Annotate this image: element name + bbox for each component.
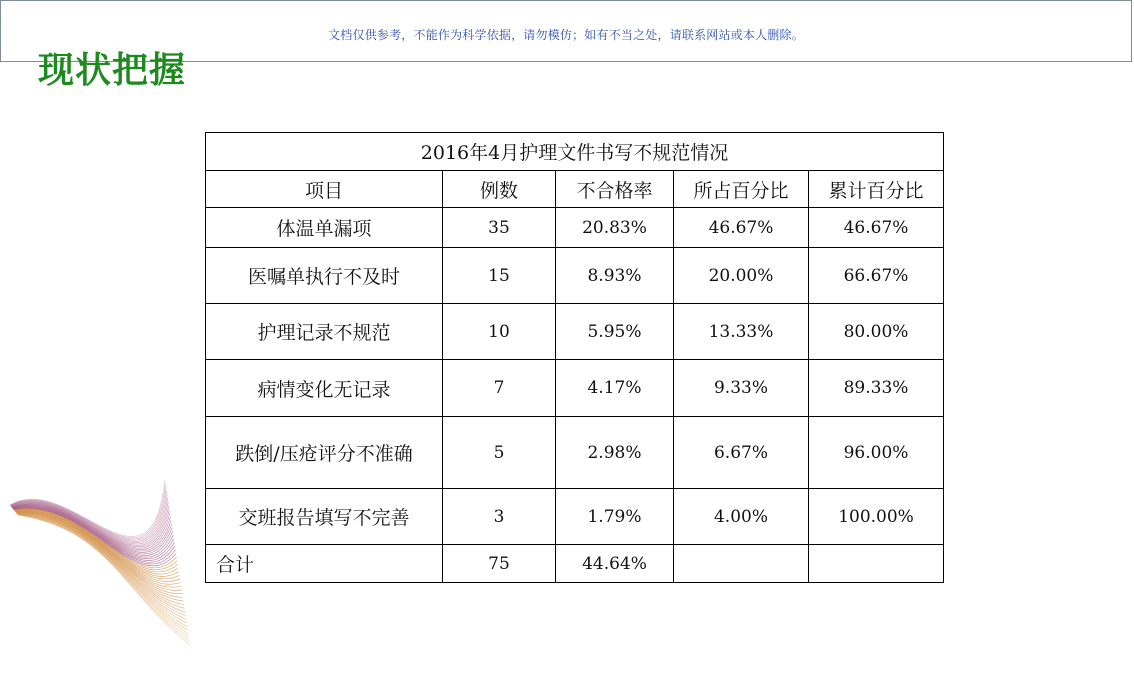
table-row <box>206 489 944 545</box>
cell-rate: 2.98% <box>556 417 674 489</box>
cell-rate: 8.93% <box>556 248 674 304</box>
cell-rate: 5.95% <box>556 304 674 360</box>
cell-count: 10 <box>443 304 556 360</box>
table-title-row <box>206 133 944 171</box>
table-row <box>206 248 944 304</box>
cell-cumulative: 80.00% <box>809 304 944 360</box>
cell-count: 5 <box>443 417 556 489</box>
column-header-cumulative: 累计百分比 <box>809 171 944 208</box>
cell-item: 医嘱单执行不及时 <box>206 248 443 304</box>
table-row <box>206 208 944 248</box>
cell-total-count: 75 <box>443 545 556 583</box>
cell-cumulative: 96.00% <box>809 417 944 489</box>
decorative-petal-graphic <box>0 460 220 675</box>
cell-rate: 1.79% <box>556 489 674 545</box>
cell-share: 13.33% <box>674 304 809 360</box>
table-row <box>206 304 944 360</box>
cell-cumulative: 100.00% <box>809 489 944 545</box>
cell-share: 6.67% <box>674 417 809 489</box>
cell-item: 病情变化无记录 <box>206 360 443 417</box>
cell-total-label: 合计 <box>206 545 443 583</box>
cell-total-share <box>674 545 809 583</box>
cell-item: 体温单漏项 <box>206 208 443 248</box>
table-row <box>206 417 944 489</box>
cell-cumulative: 89.33% <box>809 360 944 417</box>
nursing-documentation-table <box>205 132 944 583</box>
table-row <box>206 360 944 417</box>
table-title: 2016年4月护理文件书写不规范情况 <box>206 133 944 171</box>
cell-share: 9.33% <box>674 360 809 417</box>
cell-cumulative: 66.67% <box>809 248 944 304</box>
cell-count: 35 <box>443 208 556 248</box>
cell-total-rate: 44.64% <box>556 545 674 583</box>
page-title: 现状把握 <box>38 50 187 91</box>
column-header-share: 所占百分比 <box>674 171 809 208</box>
cell-count: 3 <box>443 489 556 545</box>
column-header-count: 例数 <box>443 171 556 208</box>
column-header-item: 项目 <box>206 171 443 208</box>
cell-item: 护理记录不规范 <box>206 304 443 360</box>
column-header-rate: 不合格率 <box>556 171 674 208</box>
disclaimer-notice: 文档仅供参考，不能作为科学依据，请勿模仿；如有不当之处，请联系网站或本人删除。 <box>328 28 804 42</box>
cell-rate: 4.17% <box>556 360 674 417</box>
cell-item: 交班报告填写不完善 <box>206 489 443 545</box>
cell-rate: 20.83% <box>556 208 674 248</box>
cell-count: 15 <box>443 248 556 304</box>
cell-total-cumulative <box>809 545 944 583</box>
cell-item: 跌倒/压疮评分不准确 <box>206 417 443 489</box>
cell-cumulative: 46.67% <box>809 208 944 248</box>
cell-share: 4.00% <box>674 489 809 545</box>
cell-count: 7 <box>443 360 556 417</box>
table-total-row <box>206 545 944 583</box>
table-header-row <box>206 171 944 208</box>
cell-share: 46.67% <box>674 208 809 248</box>
cell-share: 20.00% <box>674 248 809 304</box>
